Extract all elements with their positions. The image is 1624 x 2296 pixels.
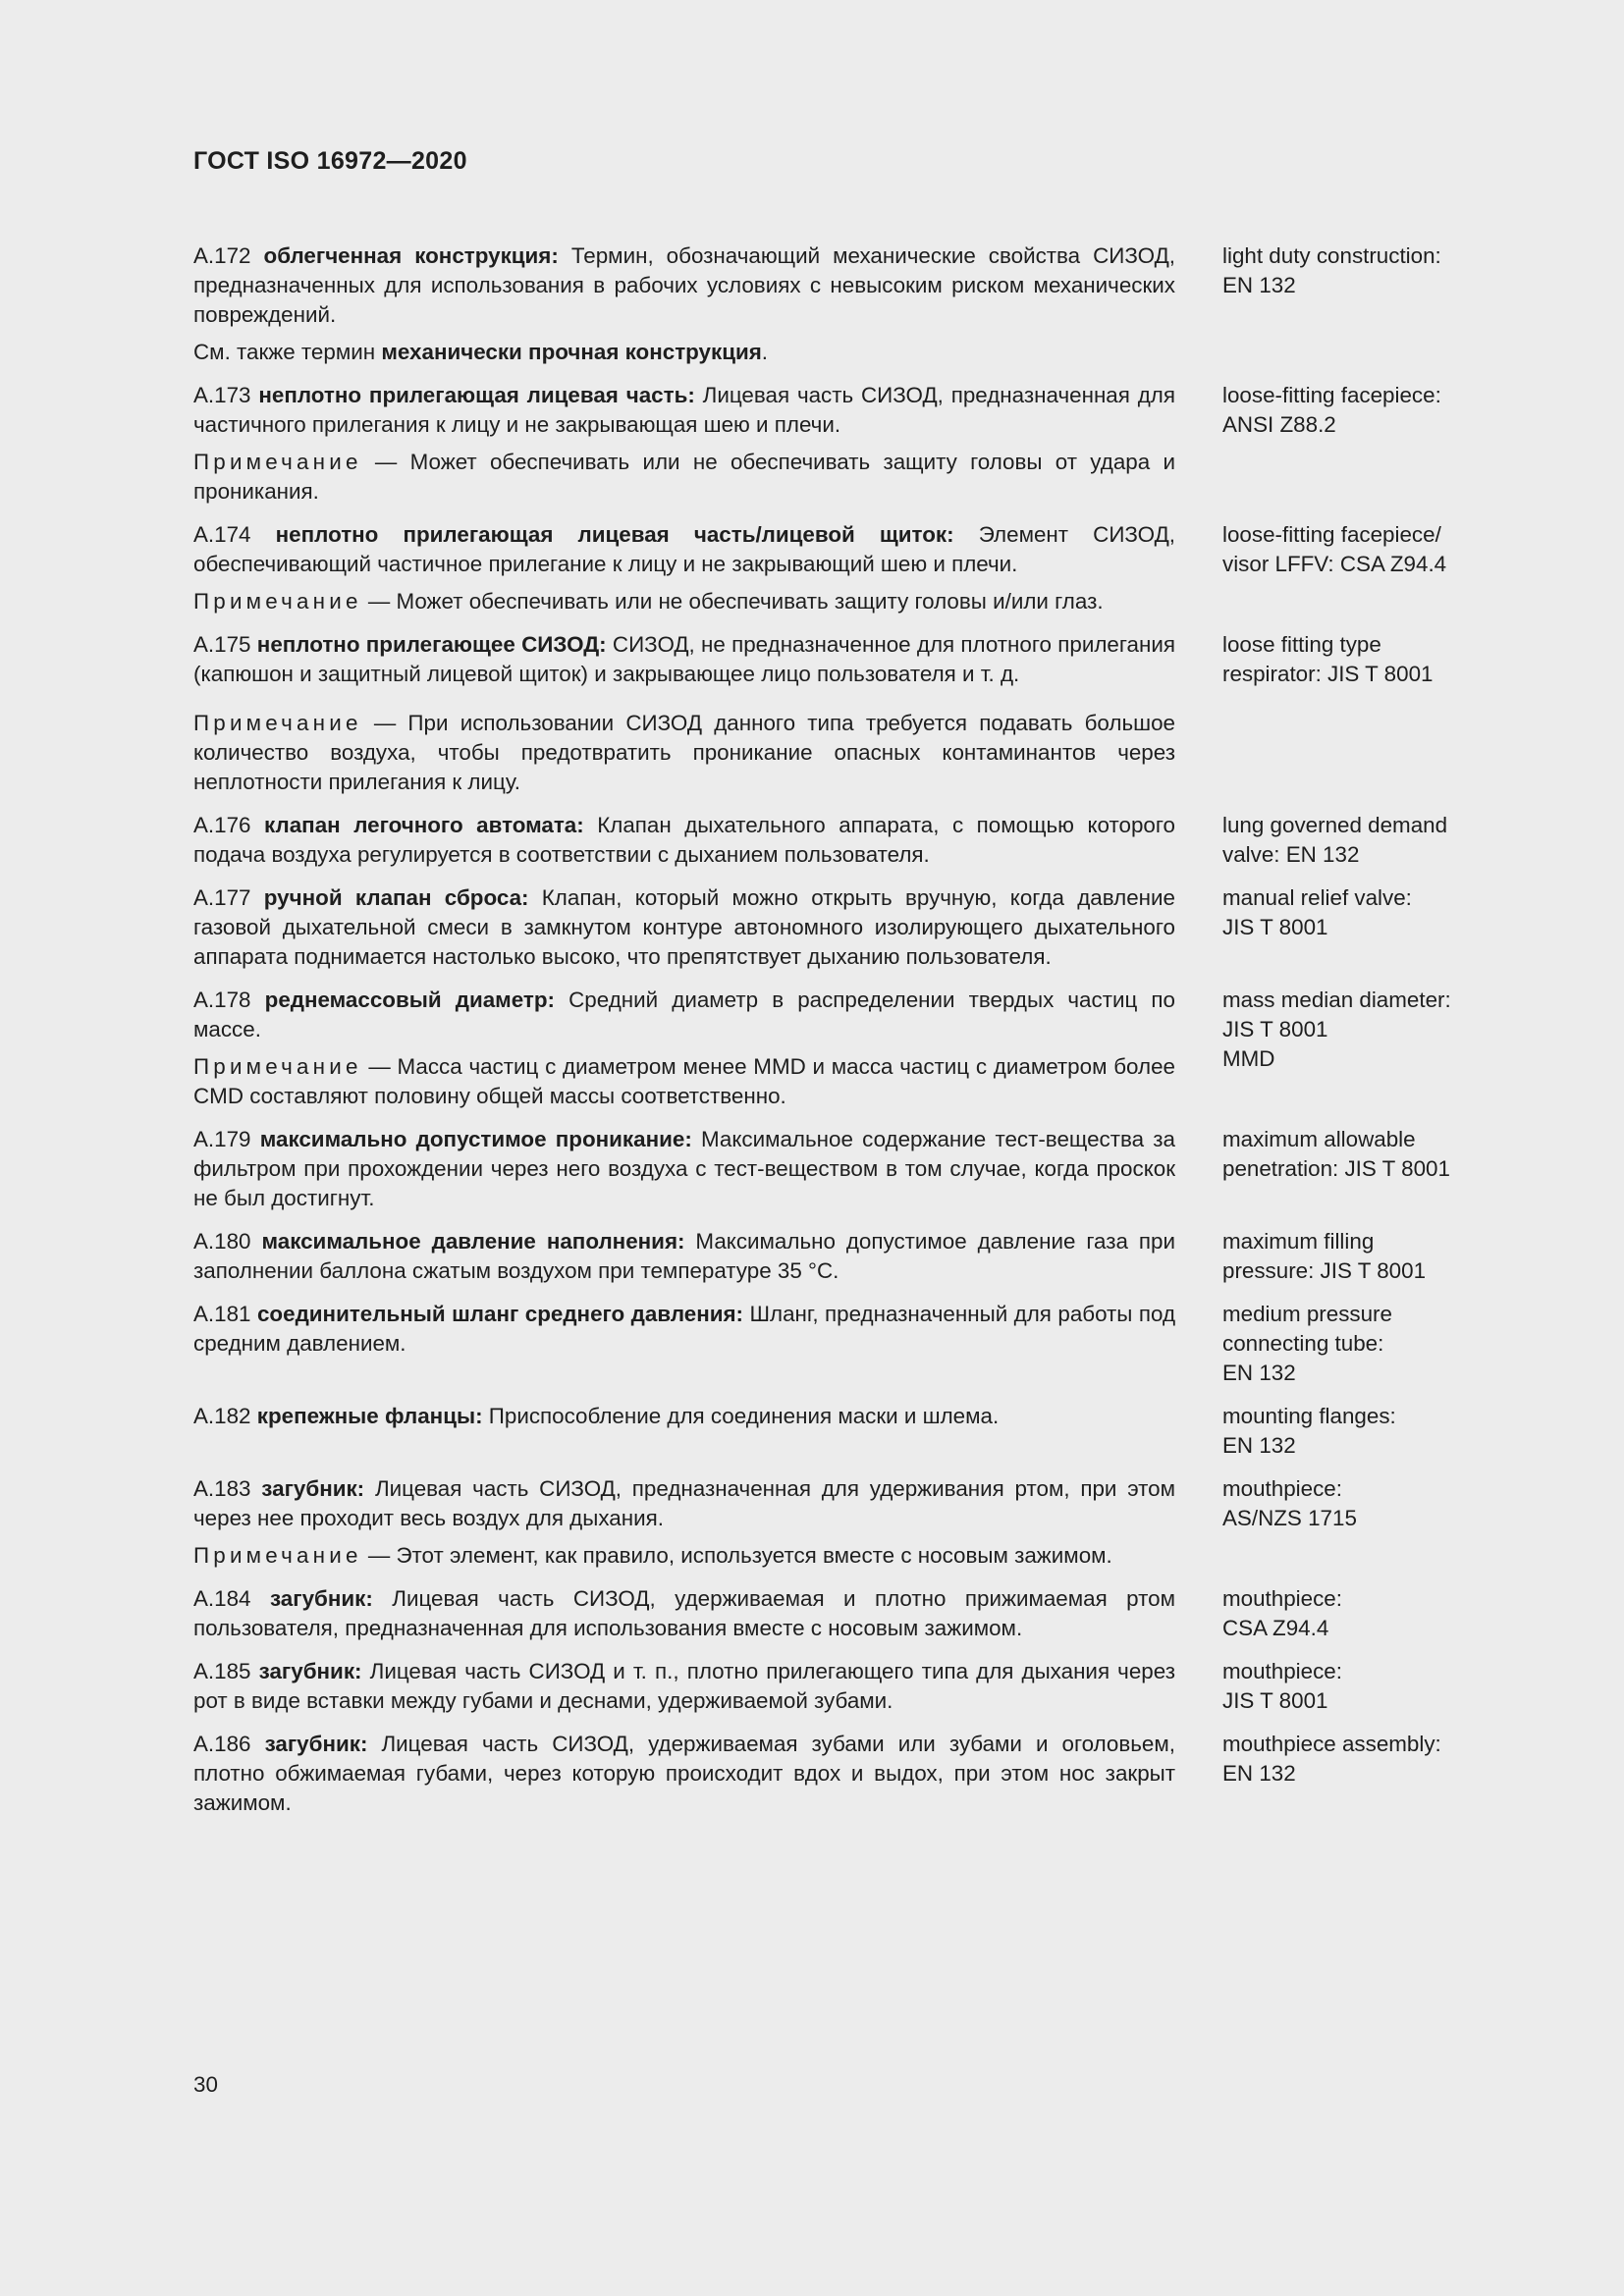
entry-number: A.182	[193, 1404, 251, 1428]
see-also-suffix: .	[761, 340, 769, 364]
english-equivalent	[1222, 1125, 1489, 1184]
entry-number: A.172	[193, 243, 251, 268]
entry-number: A.178	[193, 988, 251, 1012]
entry-body	[193, 1402, 1175, 1431]
entry-number: A.179	[193, 1127, 251, 1151]
definition	[193, 986, 1175, 1044]
note-text: — Может обеспечивать или не обеспечивать защиту головы от удара и проникания.	[193, 450, 1175, 504]
definition	[193, 811, 1175, 870]
definition	[193, 381, 1175, 440]
entry-definition: Приспособление для соединения маски и шлема.	[488, 1404, 1000, 1428]
note-label: Примечание	[193, 711, 362, 735]
entry-body	[193, 1227, 1175, 1286]
entry-definition: СИЗОД, не предназначенное для плотного прилегания (капюшон и защитный лицевой щиток) и закрывающее лицо пользователя и т. д.	[193, 632, 1175, 686]
english-term: mouthpiece:	[1222, 1586, 1342, 1611]
entry-body	[193, 381, 1175, 507]
english-source: EN 132	[1222, 273, 1296, 297]
note-label: Примечание	[193, 1543, 362, 1568]
page-number: 30	[193, 2072, 218, 2097]
glossary-entry	[193, 1657, 1489, 1716]
entry-term: загубник:	[258, 1659, 362, 1683]
definition	[193, 883, 1175, 972]
entry-definition: Лицевая часть СИЗОД, предназначенная для частичного прилегания к лицу и не закрывающая шею и плечи.	[193, 383, 1175, 437]
entry-definition: Клапан, который можно открыть вручную, когда давление газовой дыхательной смеси в замкнутом контуре автономного изолирующего дыхательного аппарата поднимается настолько высоко, что препятствует дыханию пользователя.	[193, 885, 1175, 969]
english-equivalent	[1222, 1584, 1489, 1643]
definition	[193, 241, 1175, 330]
english-term: mass median diameter:	[1222, 988, 1451, 1012]
note-label: Примечание	[193, 589, 362, 614]
english-abbreviation: MMD	[1222, 1046, 1275, 1071]
note	[193, 587, 1175, 616]
english-equivalent	[1222, 1402, 1489, 1461]
entry-number: A.183	[193, 1476, 251, 1501]
english-term: maximum allowable	[1222, 1127, 1416, 1151]
entry-term: ручной клапан сброса:	[263, 885, 529, 910]
note-label: Примечание	[193, 1054, 362, 1079]
definition	[193, 1125, 1175, 1213]
entry-body	[193, 1125, 1175, 1213]
english-equivalent	[1222, 520, 1489, 579]
note	[193, 709, 1175, 797]
note	[193, 1541, 1175, 1571]
entry-term: реднемассовый диаметр:	[264, 988, 555, 1012]
english-source: pressure: JIS T 8001	[1222, 1258, 1427, 1283]
entry-number: A.180	[193, 1229, 251, 1254]
entry-number: A.185	[193, 1659, 251, 1683]
entry-number: A.186	[193, 1732, 251, 1756]
english-equivalent	[1222, 811, 1489, 870]
glossary-entry	[193, 381, 1489, 507]
glossary-entry	[193, 630, 1489, 797]
entry-definition: Клапан дыхательного аппарата, с помощью которого подача воздуха регулируется в соответствии с дыханием пользователя.	[193, 813, 1175, 867]
entry-number: A.175	[193, 632, 251, 657]
english-term: mouthpiece assembly:	[1222, 1732, 1441, 1756]
entry-body	[193, 986, 1175, 1111]
entry-body	[193, 520, 1175, 616]
glossary-entry	[193, 1584, 1489, 1643]
english-equivalent	[1222, 986, 1489, 1074]
entry-definition: Лицевая часть СИЗОД и т. п., плотно прилегающего типа для дыхания через рот в виде вставки между губами и деснами, удерживаемой зубами.	[193, 1659, 1175, 1713]
entry-term: загубник:	[261, 1476, 365, 1501]
english-source: respirator: JIS T 8001	[1222, 662, 1434, 686]
note-label: Примечание	[193, 450, 362, 474]
glossary-entry	[193, 241, 1489, 367]
entry-number: A.174	[193, 522, 251, 547]
see-also-prefix: См. также термин	[193, 340, 376, 364]
english-term: mouthpiece:	[1222, 1659, 1342, 1683]
glossary-entry	[193, 1402, 1489, 1461]
note	[193, 448, 1175, 507]
english-equivalent	[1222, 883, 1489, 942]
entry-term: крепежные фланцы:	[256, 1404, 483, 1428]
english-term-cont: connecting tube:	[1222, 1331, 1384, 1356]
entry-term: облегченная конструкция:	[263, 243, 559, 268]
note-text: — Этот элемент, как правило, используется вместе с носовым зажимом.	[367, 1543, 1112, 1568]
definition	[193, 1402, 1175, 1431]
entry-number: A.184	[193, 1586, 251, 1611]
entry-term: неплотно прилегающее СИЗОД:	[256, 632, 607, 657]
english-term: lung governed demand	[1222, 813, 1448, 837]
entry-term: неплотно прилегающая лицевая часть/лицевой щиток:	[275, 522, 954, 547]
glossary-entry	[193, 811, 1489, 870]
entry-number: A.176	[193, 813, 251, 837]
entry-number: A.177	[193, 885, 251, 910]
definition	[193, 1584, 1175, 1643]
entry-definition: Шланг, предназначенный для работы под средним давлением.	[193, 1302, 1176, 1356]
english-source: valve: EN 132	[1222, 842, 1360, 867]
glossary-entry	[193, 1730, 1489, 1818]
note-text: — Может обеспечивать или не обеспечивать защиту головы и/или глаз.	[367, 589, 1104, 614]
entry-definition: Лицевая часть СИЗОД, удерживаемая зубами или зубами и оголовьем, плотно обжимаемая губами, через которую происходит вдох и выдох, при этом нос закрыт зажимом.	[193, 1732, 1175, 1815]
note-text: — Масса частиц с диаметром менее MMD и масса частиц с диаметром более CMD составляют половину общей массы соответственно.	[193, 1054, 1175, 1108]
entry-definition: Термин, обозначающий механические свойства СИЗОД, предназначенных для использования в рабочих условиях с невысоким риском механических повреждений.	[193, 243, 1175, 327]
english-term: medium pressure	[1222, 1302, 1392, 1326]
glossary-entry	[193, 1474, 1489, 1571]
note	[193, 1052, 1175, 1111]
english-term: mouthpiece:	[1222, 1476, 1342, 1501]
english-source: visor LFFV: CSA Z94.4	[1222, 552, 1447, 576]
see-also	[193, 338, 1175, 367]
entry-term: клапан легочного автомата:	[264, 813, 584, 837]
definition	[193, 1300, 1175, 1359]
english-equivalent	[1222, 241, 1489, 300]
entry-body	[193, 1730, 1175, 1818]
english-source: JIS T 8001	[1222, 1017, 1328, 1041]
entry-number: A.173	[193, 383, 251, 407]
definition	[193, 1227, 1175, 1286]
glossary-entry	[193, 520, 1489, 616]
entry-definition: Лицевая часть СИЗОД, предназначенная для удерживания ртом, при этом через нее проходит весь воздух для дыхания.	[193, 1476, 1175, 1530]
entry-body	[193, 1584, 1175, 1643]
english-source: EN 132	[1222, 1761, 1296, 1786]
glossary-entry	[193, 1300, 1489, 1388]
entry-body	[193, 630, 1175, 797]
entry-term: загубник:	[269, 1586, 373, 1611]
english-equivalent	[1222, 381, 1489, 440]
english-source: EN 132	[1222, 1361, 1296, 1385]
definition	[193, 1730, 1175, 1818]
english-term: mounting flanges:	[1222, 1404, 1396, 1428]
definition	[193, 1657, 1175, 1716]
entry-body	[193, 1657, 1175, 1716]
entry-body	[193, 811, 1175, 870]
entry-term: загубник:	[264, 1732, 368, 1756]
entry-body	[193, 883, 1175, 972]
english-source: EN 132	[1222, 1433, 1296, 1458]
definition	[193, 630, 1175, 689]
english-source: ANSI Z88.2	[1222, 412, 1336, 437]
document-header: ГОСТ ISO 16972—2020	[193, 147, 467, 175]
entry-body	[193, 1300, 1175, 1359]
glossary-entry	[193, 986, 1489, 1111]
definition	[193, 1474, 1175, 1533]
english-term: maximum filling	[1222, 1229, 1375, 1254]
entry-definition: Максимальное содержание тест-вещества за фильтром при прохождении через него воздуха с тест-веществом в том случае, когда проскок не был достигнут.	[193, 1127, 1175, 1210]
entry-definition: Лицевая часть СИЗОД, удерживаемая и плотно прижимаемая ртом пользователя, предназначенная для использования вместе с носовым зажимом.	[193, 1586, 1175, 1640]
glossary-entry	[193, 1227, 1489, 1286]
english-term: loose-fitting facepiece/	[1222, 522, 1441, 547]
english-term: light duty construction:	[1222, 243, 1441, 268]
english-equivalent	[1222, 1227, 1489, 1286]
english-source: JIS T 8001	[1222, 1688, 1328, 1713]
english-source: penetration: JIS T 8001	[1222, 1156, 1450, 1181]
entry-number: A.181	[193, 1302, 251, 1326]
entry-body	[193, 241, 1175, 367]
glossary-entry	[193, 1125, 1489, 1213]
english-source: CSA Z94.4	[1222, 1616, 1329, 1640]
see-also-term: механически прочная конструкция	[381, 340, 762, 364]
glossary-entry	[193, 883, 1489, 972]
english-equivalent	[1222, 1474, 1489, 1533]
entry-term: соединительный шланг среднего давления:	[256, 1302, 744, 1326]
entry-term: неплотно прилегающая лицевая часть:	[258, 383, 695, 407]
definition	[193, 520, 1175, 579]
entry-term: максимально допустимое проникание:	[259, 1127, 692, 1151]
english-equivalent	[1222, 630, 1489, 689]
glossary-entries	[193, 241, 1489, 1832]
english-term: manual relief valve:	[1222, 885, 1412, 910]
entry-term: максимальное давление наполнения:	[261, 1229, 685, 1254]
entry-definition: Максимально допустимое давление газа при заполнении баллона сжатым воздухом при температуре 35 °C.	[193, 1229, 1175, 1283]
entry-definition: Средний диаметр в распределении твердых частиц по массе.	[193, 988, 1175, 1041]
english-term: loose-fitting facepiece:	[1222, 383, 1441, 407]
english-equivalent	[1222, 1730, 1489, 1789]
note-text: — При использовании СИЗОД данного типа требуется подавать большое количество воздуха, чтобы предотвратить проникание опасных контаминантов через неплотности прилегания к лицу.	[193, 711, 1175, 794]
english-term: loose fitting type	[1222, 632, 1381, 657]
english-source: JIS T 8001	[1222, 915, 1328, 939]
english-source: AS/NZS 1715	[1222, 1506, 1357, 1530]
entry-body	[193, 1474, 1175, 1571]
entry-definition: Элемент СИЗОД, обеспечивающий частичное прилегание к лицу и не закрывающий шею и плечи.	[193, 522, 1175, 576]
english-equivalent	[1222, 1300, 1489, 1388]
english-equivalent	[1222, 1657, 1489, 1716]
